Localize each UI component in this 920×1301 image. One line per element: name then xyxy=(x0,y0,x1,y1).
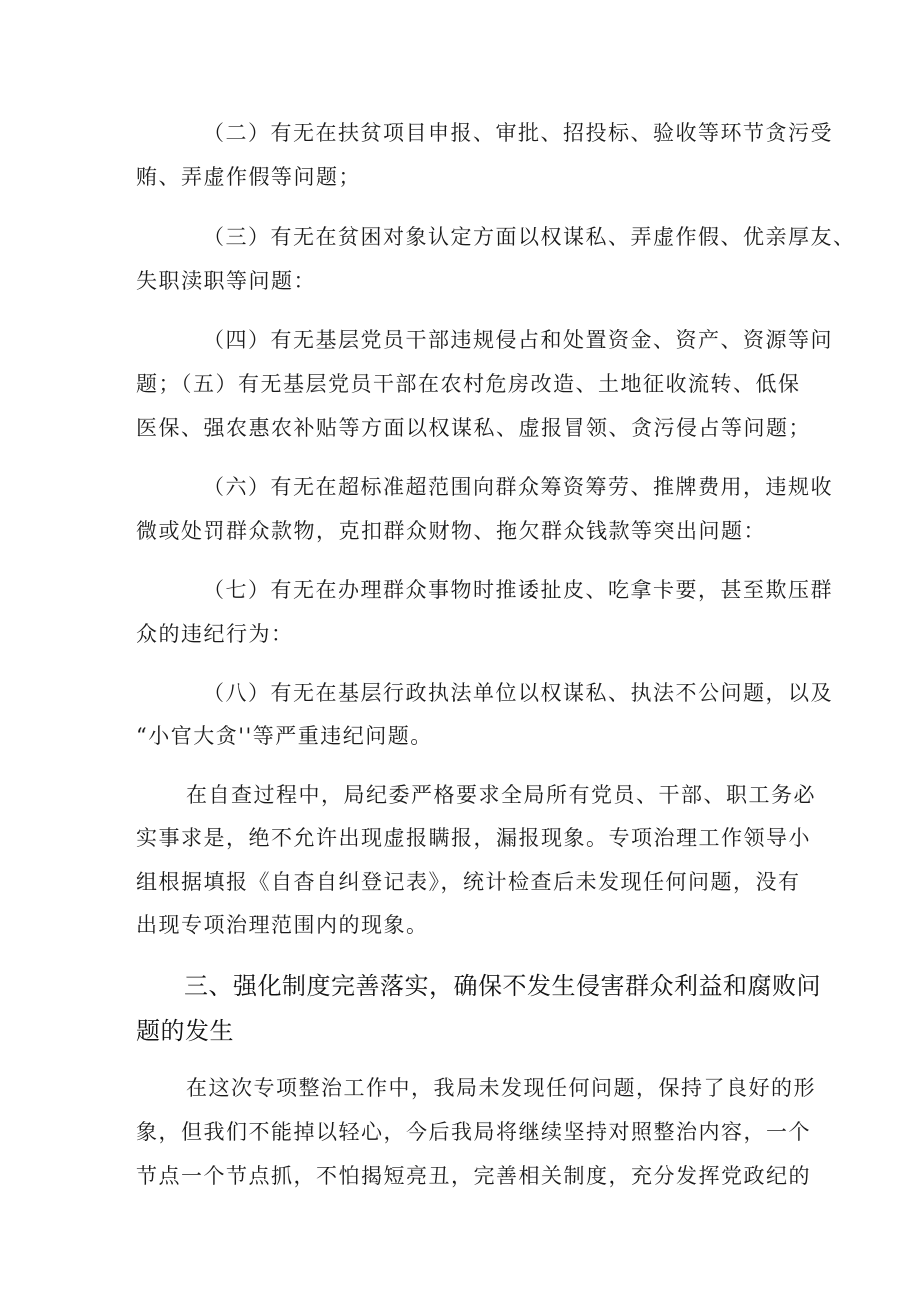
paragraph-line: 贿、弄虚作假等问题； xyxy=(136,165,361,189)
paragraph-line: 医保、强农惠农补贴等方面以权谋私、虚报冒领、贪污侵占等问题； xyxy=(136,416,811,440)
paragraph-line: （七）有无在办理群众事物时推诿扯皮、吃拿卡要，甚至欺压群 xyxy=(203,578,833,602)
paragraph-line: 在自查过程中，局纪委严格要求全局所有党员、干部、职工务必 xyxy=(186,783,816,807)
paragraph-line: 节点一个节点抓，不怕揭短亮丑，完善相关制度，充分发挥党政纪的 xyxy=(136,1164,811,1188)
paragraph-line: 题；（五）有无基层党员干部在农村危房改造、土地征收流转、低保 xyxy=(136,372,801,396)
paragraph-line: （四）有无基层党员干部违规侵占和处置资金、资产、资源等问 xyxy=(203,328,833,352)
paragraph-line: 象，但我们不能掉以轻心，今后我局将继续坚持对照整治内容，一个 xyxy=(136,1120,811,1144)
paragraph-line: 在这次专项整治工作中，我局未发现任何问题，保持了良好的形 xyxy=(186,1076,816,1100)
paragraph-line: （二）有无在扶贫项目申报、审批、招投标、验收等环节贪污受 xyxy=(203,121,833,145)
paragraph-line: （八）有无在基层行政执法单位以权谋私、执法不公问题，以及 xyxy=(203,681,833,705)
section-heading-line: 三、强化制度完善落实，确保不发生侵害群众利益和腐败问 xyxy=(184,972,821,1000)
paragraph-line: 组根据填报《自杳自纠登记表》，统计检查后未发现任何问题，没有 xyxy=(136,870,801,894)
paragraph-line: 实事求是，绝不允许出现虚报瞒报，漏报现象。专项治理工作领导小 xyxy=(136,826,811,850)
paragraph-line: 失职渎职等问题： xyxy=(136,269,316,293)
section-heading-line: 题的发生 xyxy=(136,1017,234,1045)
paragraph-line: 众的违纪行为： xyxy=(136,622,294,646)
paragraph-line: （三）有无在贫困对象认定方面以权谋私、弄虚作假、优亲厚友、 xyxy=(203,225,856,249)
paragraph-line: 微或处罚群众款物，克扣群众财物、拖欠群众钱款等突出问题： xyxy=(136,519,766,543)
paragraph-line: “小官大贪''等严重违纪问题。 xyxy=(136,724,433,748)
paragraph-line: 出现专项治理范围内的现象。 xyxy=(136,913,429,937)
paragraph-line: （六）有无在超标准超范围向群众筹资筹劳、推牌费用，违规收 xyxy=(203,475,833,499)
